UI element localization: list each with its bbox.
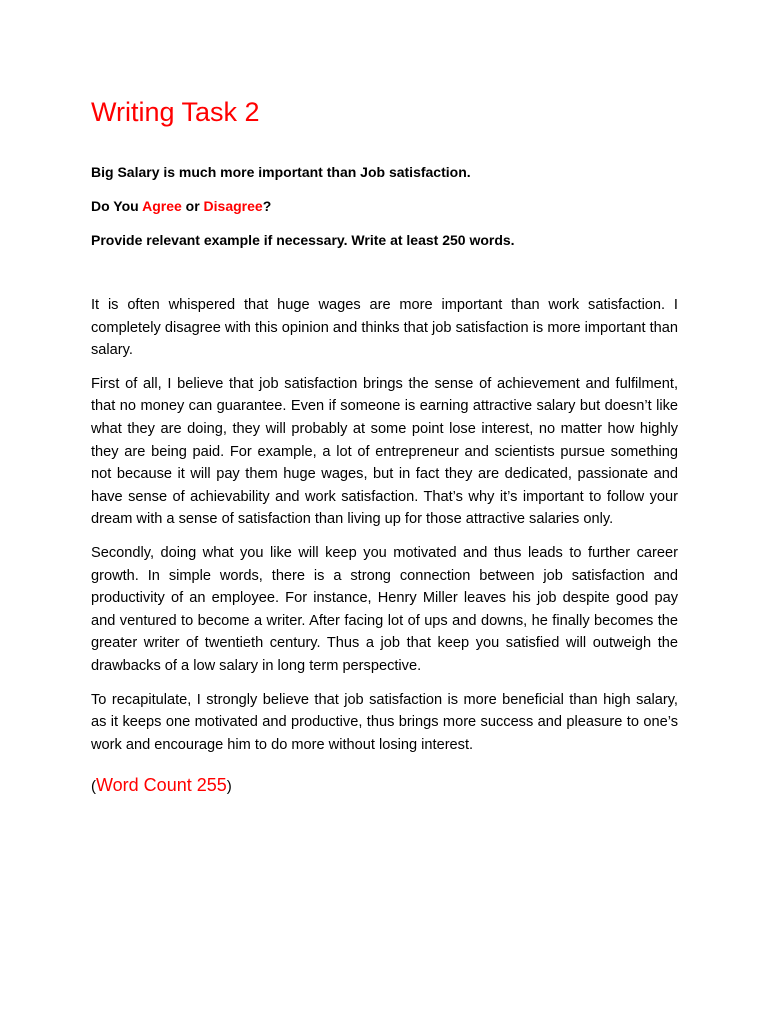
prompt-instruction: Provide relevant example if necessary. Write at least 250 words. (91, 232, 515, 248)
question-disagree: Disagree (203, 198, 263, 214)
prompt-statement: Big Salary is much more important than Job satisfaction. (91, 164, 471, 180)
question-prefix: Do You (91, 198, 143, 214)
question-agree: Agree (142, 198, 182, 214)
prompt-question (91, 196, 678, 216)
essay-paragraph-intro: It is often whispered that huge wages are more important than work satisfaction. I completely disagree with this opinion and thinks that job satisfaction is more important than salary. (91, 297, 678, 359)
essay-paragraph-conclusion: To recapitulate, I strongly believe that job satisfaction is more beneficial than high salary, as it keeps one motivated and productive, thus brings more success and pleasure to one’s work and encourage him to do more without losing interest. (91, 691, 678, 753)
word-count-close: ) (226, 778, 232, 796)
task-prompt (91, 162, 678, 250)
essay-paragraph-second: Secondly, doing what you like will keep you motivated and thus leads to further career growth. In simple words, there is a strong connection between job satisfaction and productivity of an employee. For instance, Henry Miller leaves his job despite good pay and ventured to become a writer. After facing lot of ups and downs, he finally becomes the greater writer of twentieth century. Thus a job that keep you satisfied will outweigh the drawbacks of a low salary in long term perspective. (91, 544, 678, 674)
essay-paragraph-first: First of all, I believe that job satisfaction brings the sense of achievement and fulfilment, that no money can guarantee. Even if someone is earning attractive salary but doesn’t like what they are doing, they will probably at some point lose interest, no matter how highly they are being paid. For example, a lot of entrepreneur and scientists pursue something not because it will pay them huge wages, but in fact they are dedicated, passionate and have sense of achievability and work satisfaction. That’s why it’s important to follow your dream with a sense of satisfaction than living up for those attractive salaries only. (91, 375, 678, 528)
question-or: or (181, 198, 204, 214)
page-title: Writing Task 2 (91, 97, 260, 127)
question-suffix: ? (262, 198, 272, 214)
word-count (91, 773, 678, 799)
word-count-label: Word Count 255 (96, 775, 227, 796)
essay-body (91, 294, 678, 756)
word-count-open: ( (91, 778, 96, 796)
